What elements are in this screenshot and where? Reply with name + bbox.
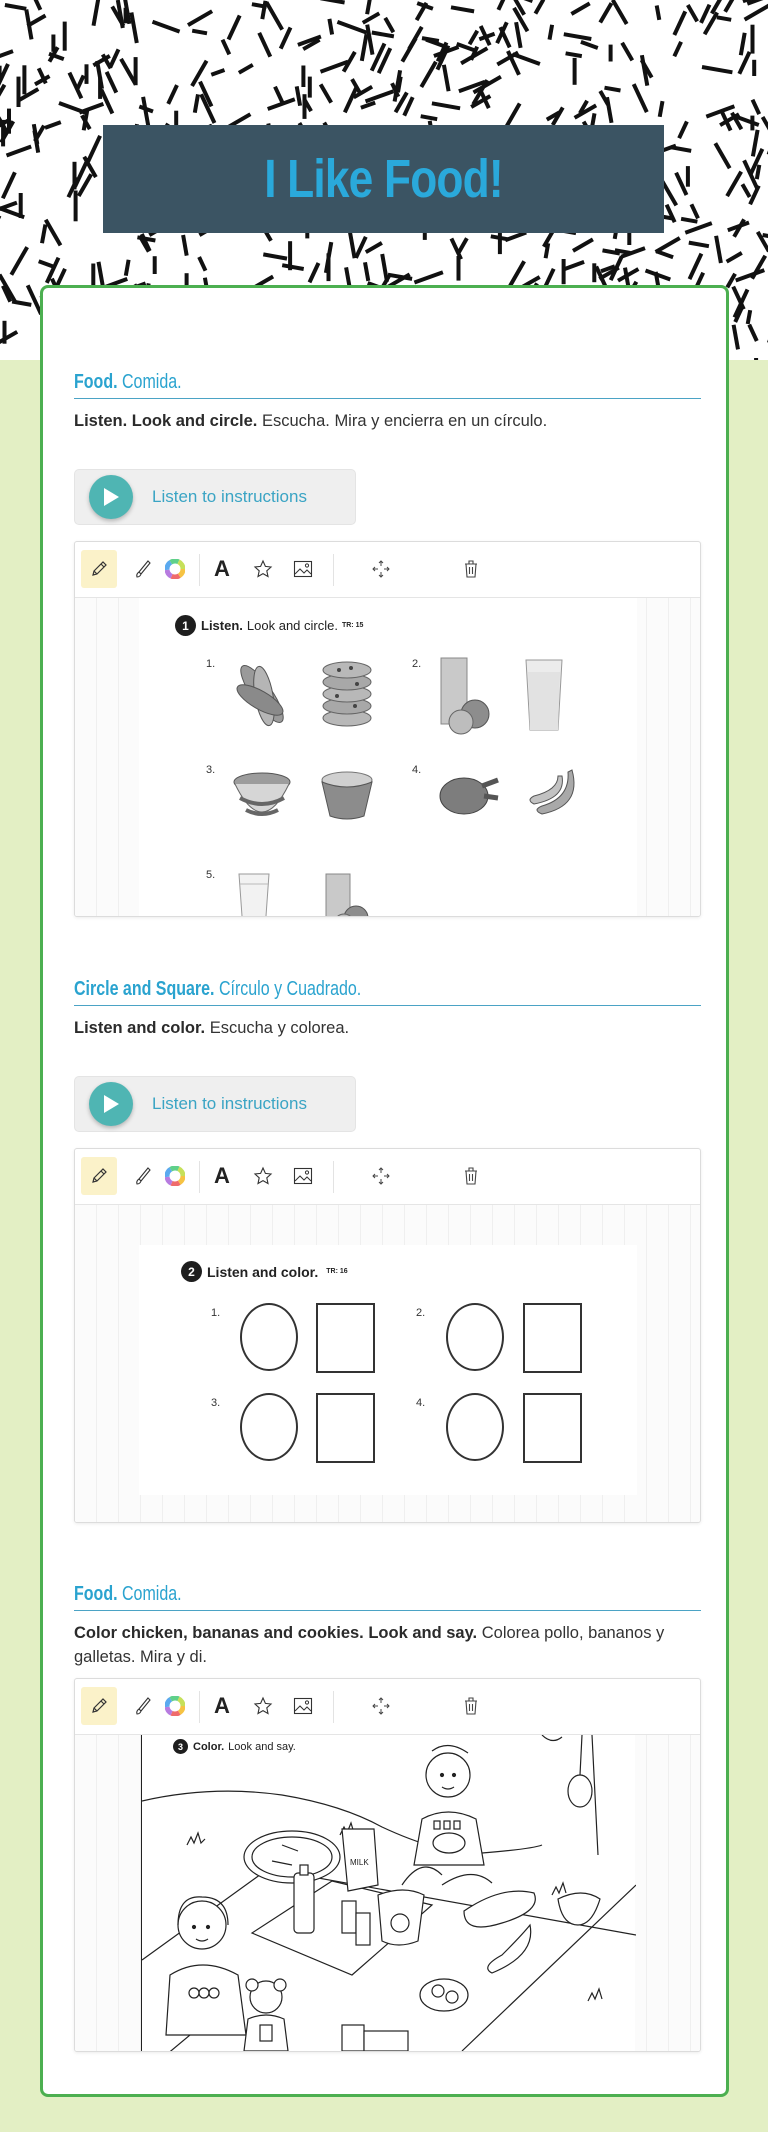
play-icon bbox=[89, 475, 133, 519]
page-title: I Like Food! bbox=[264, 149, 503, 209]
pencil-icon bbox=[90, 1697, 108, 1715]
text-icon: A bbox=[214, 1163, 230, 1188]
color-wheel-icon bbox=[165, 559, 185, 579]
text-tool-button[interactable] bbox=[204, 1687, 240, 1725]
pencil-tool-button[interactable] bbox=[81, 550, 117, 588]
drawing-toolbar bbox=[75, 1149, 700, 1205]
circle-shape[interactable] bbox=[240, 1303, 298, 1371]
cereal-image bbox=[232, 770, 292, 826]
trash-icon bbox=[463, 1696, 479, 1716]
drawing-canvas[interactable] bbox=[74, 1678, 701, 2052]
section-heading bbox=[74, 368, 576, 396]
move-icon bbox=[371, 1166, 391, 1186]
section-food-1 bbox=[74, 368, 701, 881]
heading-divider bbox=[74, 1610, 701, 1611]
heading-divider bbox=[74, 398, 701, 399]
exercise-title-bold: Color. bbox=[193, 1740, 225, 1753]
worksheet-image[interactable] bbox=[75, 1735, 700, 2051]
color-wheel-icon bbox=[165, 1166, 185, 1186]
listen-instructions-button[interactable] bbox=[74, 1076, 356, 1132]
image-icon bbox=[293, 1697, 313, 1715]
svg-text:MILK: MILK bbox=[350, 1858, 369, 1867]
chicken-image bbox=[434, 768, 500, 818]
exercise-title-text: Look and circle. bbox=[246, 618, 338, 633]
color-picker-button[interactable] bbox=[157, 1157, 193, 1195]
section-heading bbox=[74, 1580, 576, 1608]
move-tool-button[interactable] bbox=[363, 1687, 399, 1725]
exercise-title-text: Look and say. bbox=[228, 1740, 296, 1753]
drawing-toolbar bbox=[75, 542, 700, 598]
heading-light: Círculo y Cuadrado. bbox=[218, 978, 362, 1000]
exercise-number: 2 bbox=[181, 1261, 202, 1282]
text-icon: A bbox=[214, 1693, 230, 1718]
drawing-canvas[interactable] bbox=[74, 1148, 701, 1523]
orange-juice-image bbox=[322, 872, 372, 917]
worksheet-image[interactable] bbox=[75, 1205, 700, 1522]
worksheet-page bbox=[139, 1245, 637, 1495]
circle-shape[interactable] bbox=[240, 1393, 298, 1461]
item-number: 1. bbox=[211, 1307, 221, 1319]
delete-tool-button[interactable] bbox=[453, 550, 489, 588]
exercise-title bbox=[175, 615, 363, 636]
move-tool-button[interactable] bbox=[363, 1157, 399, 1195]
delete-tool-button[interactable] bbox=[453, 1157, 489, 1195]
image-tool-button[interactable] bbox=[285, 550, 321, 588]
text-icon: A bbox=[214, 556, 230, 581]
play-label: Listen to instructions bbox=[152, 487, 307, 506]
instruction-translation: Escucha. Mira y encierra en un círculo. bbox=[261, 412, 548, 430]
square-shape[interactable] bbox=[316, 1393, 375, 1463]
color-picker-button[interactable] bbox=[157, 550, 193, 588]
item-number: 1. bbox=[206, 658, 216, 670]
drawing-canvas[interactable] bbox=[74, 541, 701, 917]
instruction-bold: Color chicken, bananas and cookies. Look and say. bbox=[74, 1624, 478, 1642]
instruction-translation: Colorea pollo, bananos y galletas. Mira y di. bbox=[74, 1624, 665, 1666]
brush-tool-button[interactable] bbox=[125, 550, 161, 588]
section-heading bbox=[74, 975, 576, 1003]
water-image bbox=[237, 872, 271, 917]
sticker-tool-button[interactable] bbox=[245, 1687, 281, 1725]
toolbar-divider bbox=[199, 1161, 200, 1193]
brush-icon bbox=[134, 559, 152, 579]
drawing-toolbar bbox=[75, 1679, 700, 1735]
item-number: 2. bbox=[416, 1307, 426, 1319]
bananas-image bbox=[522, 766, 582, 820]
play-icon bbox=[89, 1082, 133, 1126]
heading-bold: Food. bbox=[74, 1583, 118, 1605]
trash-icon bbox=[463, 1166, 479, 1186]
milk-image bbox=[522, 656, 566, 736]
item-number: 3. bbox=[206, 764, 216, 776]
star-icon bbox=[253, 1166, 273, 1186]
toolbar-divider bbox=[199, 1691, 200, 1723]
pencil-tool-button[interactable] bbox=[81, 1157, 117, 1195]
brush-tool-button[interactable] bbox=[125, 1687, 161, 1725]
bread-image bbox=[232, 658, 292, 730]
star-icon bbox=[253, 559, 273, 579]
sticker-tool-button[interactable] bbox=[245, 550, 281, 588]
text-tool-button[interactable] bbox=[204, 550, 240, 588]
sticker-tool-button[interactable] bbox=[245, 1157, 281, 1195]
item-number: 5. bbox=[206, 869, 216, 881]
pencil-icon bbox=[90, 1167, 108, 1185]
image-tool-button[interactable] bbox=[285, 1687, 321, 1725]
instruction-translation: Escucha y colorea. bbox=[209, 1019, 350, 1037]
heading-light: Comida. bbox=[122, 371, 182, 393]
move-tool-button[interactable] bbox=[363, 550, 399, 588]
section-food-2 bbox=[74, 1580, 701, 1867]
picnic-scene-image bbox=[142, 1735, 636, 2051]
title-banner bbox=[103, 125, 664, 233]
move-icon bbox=[371, 1696, 391, 1716]
image-icon bbox=[293, 1167, 313, 1185]
star-icon bbox=[253, 1696, 273, 1716]
cookies-image bbox=[319, 658, 375, 730]
rice-image bbox=[320, 770, 374, 822]
text-tool-button[interactable] bbox=[204, 1157, 240, 1195]
circle-shape[interactable] bbox=[446, 1303, 504, 1371]
track-number: TR: 15 bbox=[341, 622, 364, 629]
item-number: 4. bbox=[416, 1397, 426, 1409]
delete-tool-button[interactable] bbox=[453, 1687, 489, 1725]
square-shape[interactable] bbox=[523, 1303, 582, 1373]
square-shape[interactable] bbox=[316, 1303, 375, 1373]
heading-light: Comida. bbox=[122, 1583, 182, 1605]
play-label: Listen to instructions bbox=[152, 1094, 307, 1113]
worksheet-image[interactable] bbox=[75, 598, 700, 916]
brush-icon bbox=[134, 1696, 152, 1716]
section-circle-square bbox=[74, 975, 701, 1409]
instruction-text bbox=[74, 409, 701, 433]
exercise-title-bold: Listen. bbox=[201, 618, 243, 633]
worksheet-card bbox=[40, 285, 729, 2097]
instruction-text bbox=[74, 1016, 701, 1040]
worksheet-page bbox=[141, 1735, 635, 2051]
heading-divider bbox=[74, 1005, 701, 1006]
move-icon bbox=[371, 559, 391, 579]
instruction-bold: Listen and color. bbox=[74, 1019, 206, 1037]
toolbar-divider bbox=[333, 554, 334, 586]
item-number: 4. bbox=[412, 764, 422, 776]
color-wheel-icon bbox=[165, 1696, 185, 1716]
listen-instructions-button[interactable] bbox=[74, 469, 356, 525]
toolbar-divider bbox=[199, 554, 200, 586]
exercise-title-bold: Listen and color. bbox=[207, 1263, 319, 1280]
exercise-title bbox=[181, 1261, 348, 1282]
square-shape[interactable] bbox=[523, 1393, 582, 1463]
color-picker-button[interactable] bbox=[157, 1687, 193, 1725]
orange-juice-image bbox=[437, 656, 491, 736]
image-icon bbox=[293, 560, 313, 578]
pencil-tool-button[interactable] bbox=[81, 1687, 117, 1725]
circle-shape[interactable] bbox=[446, 1393, 504, 1461]
heading-bold: Circle and Square. bbox=[74, 978, 215, 1000]
brush-tool-button[interactable] bbox=[125, 1157, 161, 1195]
brush-icon bbox=[134, 1166, 152, 1186]
exercise-number: 1 bbox=[175, 615, 196, 636]
worksheet-page bbox=[139, 598, 637, 916]
track-number: TR: 16 bbox=[326, 1268, 348, 1275]
instruction-text bbox=[74, 1621, 701, 1669]
item-number: 2. bbox=[412, 658, 422, 670]
heading-bold: Food. bbox=[74, 371, 118, 393]
instruction-bold: Listen. Look and circle. bbox=[74, 412, 258, 430]
item-number: 3. bbox=[211, 1397, 221, 1409]
trash-icon bbox=[463, 559, 479, 579]
toolbar-divider bbox=[333, 1161, 334, 1193]
pencil-icon bbox=[90, 560, 108, 578]
image-tool-button[interactable] bbox=[285, 1157, 321, 1195]
toolbar-divider bbox=[333, 1691, 334, 1723]
exercise-number: 3 bbox=[173, 1739, 188, 1754]
